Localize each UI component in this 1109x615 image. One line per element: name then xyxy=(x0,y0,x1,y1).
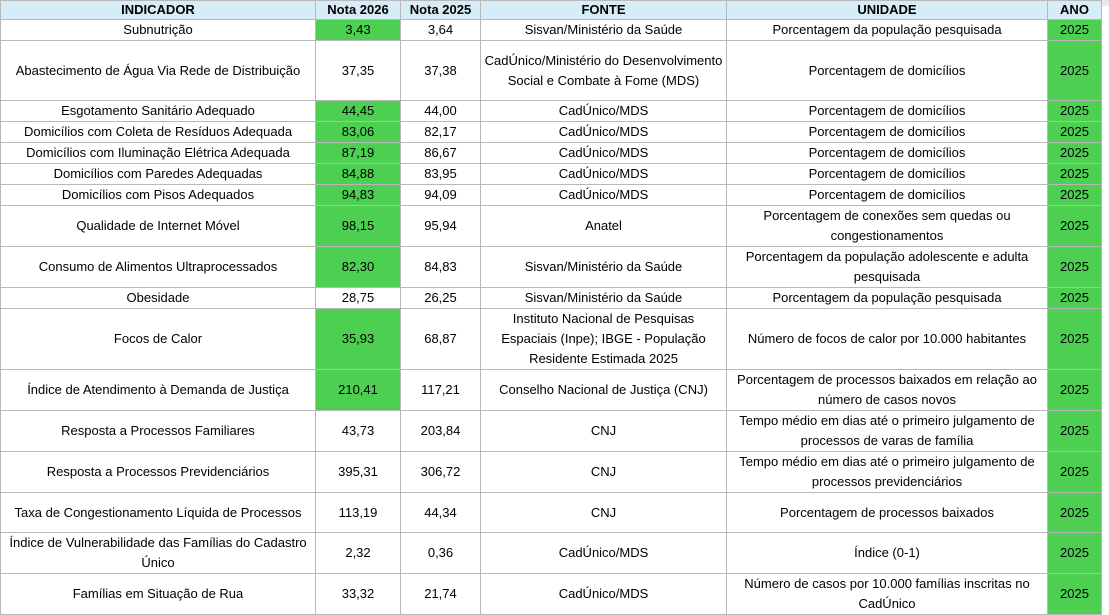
header-ano[interactable]: ANO xyxy=(1048,1,1102,20)
table-row xyxy=(1,41,1102,101)
table-row xyxy=(1,288,1102,309)
header-unidade[interactable]: UNIDADE xyxy=(727,1,1048,20)
cell-unidade[interactable]: Porcentagem de domicílios xyxy=(727,101,1048,122)
cell-ano[interactable]: 2025 xyxy=(1048,164,1102,185)
cell-nota-2025[interactable]: 83,95 xyxy=(401,164,481,185)
cell-fonte[interactable]: CNJ xyxy=(481,493,727,533)
cell-ano[interactable]: 2025 xyxy=(1048,288,1102,309)
cell-indicador[interactable]: Qualidade de Internet Móvel xyxy=(1,206,316,247)
cell-fonte[interactable]: Sisvan/Ministério da Saúde xyxy=(481,288,727,309)
cell-nota-2026[interactable]: 87,19 xyxy=(316,143,401,164)
cell-nota-2025[interactable]: 44,00 xyxy=(401,101,481,122)
cell-indicador[interactable]: Domicílios com Coleta de Resíduos Adequada xyxy=(1,122,316,143)
cell-unidade[interactable]: Porcentagem da população pesquisada xyxy=(727,288,1048,309)
cell-indicador[interactable]: Resposta a Processos Familiares xyxy=(1,411,316,452)
cell-fonte[interactable]: CadÚnico/MDS xyxy=(481,185,727,206)
cell-fonte[interactable]: Sisvan/Ministério da Saúde xyxy=(481,247,727,288)
cell-indicador[interactable]: Domicílios com Iluminação Elétrica Adequada xyxy=(1,143,316,164)
cell-nota-2025[interactable]: 117,21 xyxy=(401,370,481,411)
cell-ano[interactable]: 2025 xyxy=(1048,309,1102,370)
cell-fonte[interactable]: CNJ xyxy=(481,411,727,452)
cell-unidade[interactable]: Porcentagem da população pesquisada xyxy=(727,20,1048,41)
table-row xyxy=(1,164,1102,185)
header-nota-2026[interactable]: Nota 2026 xyxy=(316,1,401,20)
cell-nota-2026[interactable]: 37,35 xyxy=(316,41,401,101)
cell-indicador[interactable]: Subnutrição xyxy=(1,20,316,41)
table-row xyxy=(1,122,1102,143)
cell-unidade[interactable]: Tempo médio em dias até o primeiro julgamento de processos de varas de família xyxy=(727,411,1048,452)
cell-ano[interactable]: 2025 xyxy=(1048,206,1102,247)
cell-fonte[interactable]: CadÚnico/MDS xyxy=(481,574,727,615)
cell-fonte[interactable]: CadÚnico/MDS xyxy=(481,143,727,164)
cell-unidade[interactable]: Porcentagem de conexões sem quedas ou congestionamentos xyxy=(727,206,1048,247)
cell-ano[interactable]: 2025 xyxy=(1048,533,1102,574)
table-row xyxy=(1,574,1102,615)
cell-indicador[interactable]: Domicílios com Pisos Adequados xyxy=(1,185,316,206)
cell-indicador[interactable]: Esgotamento Sanitário Adequado xyxy=(1,101,316,122)
table-row xyxy=(1,101,1102,122)
table-row xyxy=(1,370,1102,411)
cell-nota-2026[interactable]: 35,93 xyxy=(316,309,401,370)
header-indicador[interactable]: INDICADOR xyxy=(1,1,316,20)
cell-indicador[interactable]: Índice de Atendimento à Demanda de Justiça xyxy=(1,370,316,411)
cell-ano[interactable]: 2025 xyxy=(1048,185,1102,206)
cell-fonte[interactable]: CNJ xyxy=(481,452,727,493)
table-row xyxy=(1,185,1102,206)
cell-nota-2025[interactable]: 95,94 xyxy=(401,206,481,247)
cell-nota-2025[interactable]: 37,38 xyxy=(401,41,481,101)
cell-nota-2026[interactable]: 83,06 xyxy=(316,122,401,143)
cell-nota-2026[interactable]: 43,73 xyxy=(316,411,401,452)
cell-nota-2026[interactable]: 2,32 xyxy=(316,533,401,574)
cell-nota-2026[interactable]: 44,45 xyxy=(316,101,401,122)
cell-ano[interactable]: 2025 xyxy=(1048,247,1102,288)
cell-unidade[interactable]: Número de focos de calor por 10.000 habitantes xyxy=(727,309,1048,370)
cell-fonte[interactable]: CadÚnico/MDS xyxy=(481,533,727,574)
table-row xyxy=(1,309,1102,370)
cell-nota-2025[interactable]: 84,83 xyxy=(401,247,481,288)
cell-nota-2025[interactable]: 44,34 xyxy=(401,493,481,533)
cell-nota-2025[interactable]: 21,74 xyxy=(401,574,481,615)
cell-unidade[interactable]: Porcentagem de domicílios xyxy=(727,143,1048,164)
header-row xyxy=(1,1,1102,20)
cell-nota-2025[interactable]: 203,84 xyxy=(401,411,481,452)
cell-ano[interactable]: 2025 xyxy=(1048,122,1102,143)
cell-ano[interactable]: 2025 xyxy=(1048,452,1102,493)
cell-nota-2026[interactable]: 84,88 xyxy=(316,164,401,185)
cell-fonte[interactable]: Anatel xyxy=(481,206,727,247)
cell-unidade[interactable]: Porcentagem de domicílios xyxy=(727,185,1048,206)
cell-nota-2025[interactable]: 82,17 xyxy=(401,122,481,143)
cell-fonte[interactable]: CadÚnico/Ministério do Desenvolvimento Social e Combate à Fome (MDS) xyxy=(481,41,727,101)
cell-nota-2026[interactable]: 94,83 xyxy=(316,185,401,206)
table-row xyxy=(1,143,1102,164)
cell-indicador[interactable]: Famílias em Situação de Rua xyxy=(1,574,316,615)
cell-ano[interactable]: 2025 xyxy=(1048,411,1102,452)
cell-nota-2026[interactable]: 395,31 xyxy=(316,452,401,493)
cell-ano[interactable]: 2025 xyxy=(1048,143,1102,164)
table-row xyxy=(1,533,1102,574)
cell-indicador[interactable]: Índice de Vulnerabilidade das Famílias do Cadastro Único xyxy=(1,533,316,574)
table-row xyxy=(1,452,1102,493)
cell-indicador[interactable]: Focos de Calor xyxy=(1,309,316,370)
cell-fonte[interactable]: CadÚnico/MDS xyxy=(481,122,727,143)
cell-unidade[interactable]: Porcentagem de domicílios xyxy=(727,122,1048,143)
cell-unidade[interactable]: Porcentagem de processos baixados em relação ao número de casos novos xyxy=(727,370,1048,411)
cell-indicador[interactable]: Consumo de Alimentos Ultraprocessados xyxy=(1,247,316,288)
cell-ano[interactable]: 2025 xyxy=(1048,370,1102,411)
header-fonte[interactable]: FONTE xyxy=(481,1,727,20)
cell-nota-2026[interactable]: 113,19 xyxy=(316,493,401,533)
cell-fonte[interactable]: CadÚnico/MDS xyxy=(481,164,727,185)
cell-indicador[interactable]: Taxa de Congestionamento Líquida de Processos xyxy=(1,493,316,533)
cell-nota-2025[interactable]: 3,64 xyxy=(401,20,481,41)
table-row xyxy=(1,206,1102,247)
cell-fonte[interactable]: Sisvan/Ministério da Saúde xyxy=(481,20,727,41)
cell-nota-2025[interactable]: 0,36 xyxy=(401,533,481,574)
cell-ano[interactable]: 2025 xyxy=(1048,20,1102,41)
cell-indicador[interactable]: Resposta a Processos Previdenciários xyxy=(1,452,316,493)
cell-unidade[interactable]: Número de casos por 10.000 famílias inscritas no CadÚnico xyxy=(727,574,1048,615)
cell-indicador[interactable]: Abastecimento de Água Via Rede de Distribuição xyxy=(1,41,316,101)
cell-fonte[interactable]: Conselho Nacional de Justiça (CNJ) xyxy=(481,370,727,411)
cell-indicador[interactable]: Domicílios com Paredes Adequadas xyxy=(1,164,316,185)
cell-ano[interactable]: 2025 xyxy=(1048,574,1102,615)
cell-ano[interactable]: 2025 xyxy=(1048,101,1102,122)
cell-ano[interactable]: 2025 xyxy=(1048,41,1102,101)
table-row xyxy=(1,493,1102,533)
cell-ano[interactable]: 2025 xyxy=(1048,493,1102,533)
cell-unidade[interactable]: Tempo médio em dias até o primeiro julgamento de processos previdenciários xyxy=(727,452,1048,493)
cell-nota-2025[interactable]: 306,72 xyxy=(401,452,481,493)
table-row xyxy=(1,247,1102,288)
cell-nota-2025[interactable]: 68,87 xyxy=(401,309,481,370)
cell-unidade[interactable]: Índice (0-1) xyxy=(727,533,1048,574)
cell-nota-2025[interactable]: 94,09 xyxy=(401,185,481,206)
cell-nota-2026[interactable]: 98,15 xyxy=(316,206,401,247)
cell-unidade[interactable]: Porcentagem de processos baixados xyxy=(727,493,1048,533)
cell-fonte[interactable]: Instituto Nacional de Pesquisas Espaciais (Inpe); IBGE - População Residente Estimada 2025 xyxy=(481,309,727,370)
cell-nota-2026[interactable]: 82,30 xyxy=(316,247,401,288)
cell-nota-2025[interactable]: 86,67 xyxy=(401,143,481,164)
cell-fonte[interactable]: CadÚnico/MDS xyxy=(481,101,727,122)
cell-unidade[interactable]: Porcentagem da população adolescente e adulta pesquisada xyxy=(727,247,1048,288)
cell-nota-2026[interactable]: 210,41 xyxy=(316,370,401,411)
header-nota-2025[interactable]: Nota 2025 xyxy=(401,1,481,20)
cell-unidade[interactable]: Porcentagem de domicílios xyxy=(727,164,1048,185)
cell-nota-2026[interactable]: 28,75 xyxy=(316,288,401,309)
cell-nota-2026[interactable]: 33,32 xyxy=(316,574,401,615)
table-row xyxy=(1,411,1102,452)
cell-nota-2025[interactable]: 26,25 xyxy=(401,288,481,309)
cell-unidade[interactable]: Porcentagem de domicílios xyxy=(727,41,1048,101)
cell-nota-2026[interactable]: 3,43 xyxy=(316,20,401,41)
table-row xyxy=(1,20,1102,41)
cell-indicador[interactable]: Obesidade xyxy=(1,288,316,309)
